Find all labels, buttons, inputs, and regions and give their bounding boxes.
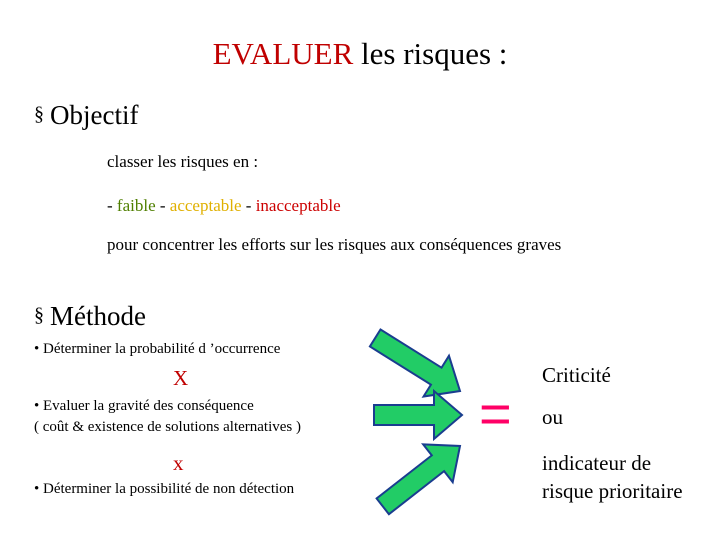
result-criticite: Criticité xyxy=(542,363,611,387)
methode-step-gravite: • Evaluer la gravité des conséquence xyxy=(34,398,254,414)
section-bullet-icon: § xyxy=(34,304,44,326)
objectif-line-classer: classer les risques en : xyxy=(107,152,259,171)
multiply-sign-1: X xyxy=(173,366,189,390)
risk-sep: - xyxy=(107,196,117,215)
objectif-line-concentrer: pour concentrer les efforts sur les risques aux conséquences graves xyxy=(107,235,562,254)
methode-heading-label: Méthode xyxy=(50,301,146,331)
methode-step-detection: • Déterminer la possibilité de non détection xyxy=(34,481,295,497)
result-ou: ou xyxy=(542,405,563,429)
arrow-up-right-icon xyxy=(368,427,475,525)
title-rest: les risques : xyxy=(361,36,508,71)
objectif-heading-label: Objectif xyxy=(50,100,139,130)
arrow-down-right-icon xyxy=(362,318,472,412)
risk-level-faible: faible xyxy=(116,196,156,215)
section-bullet-icon: § xyxy=(34,103,44,125)
risk-level-inacceptable: inacceptable xyxy=(255,196,341,215)
result-indicateur-line1: indicateur de xyxy=(542,451,652,475)
result-indicateur-line2: risque prioritaire xyxy=(542,479,683,503)
risk-sep: - xyxy=(155,196,170,215)
risk-sep: - xyxy=(241,196,256,215)
multiply-sign-2: x xyxy=(173,451,184,475)
methode-step-probabilite: • Déterminer la probabilité d ’occurrence xyxy=(34,341,281,357)
risk-level-acceptable: acceptable xyxy=(169,196,242,215)
equals-sign: = xyxy=(479,382,512,445)
title-accent: EVALUER xyxy=(212,36,354,71)
arrow-right-icon xyxy=(374,391,462,439)
methode-step-gravite-detail: ( coût & existence de solutions alternatives ) xyxy=(34,419,302,435)
